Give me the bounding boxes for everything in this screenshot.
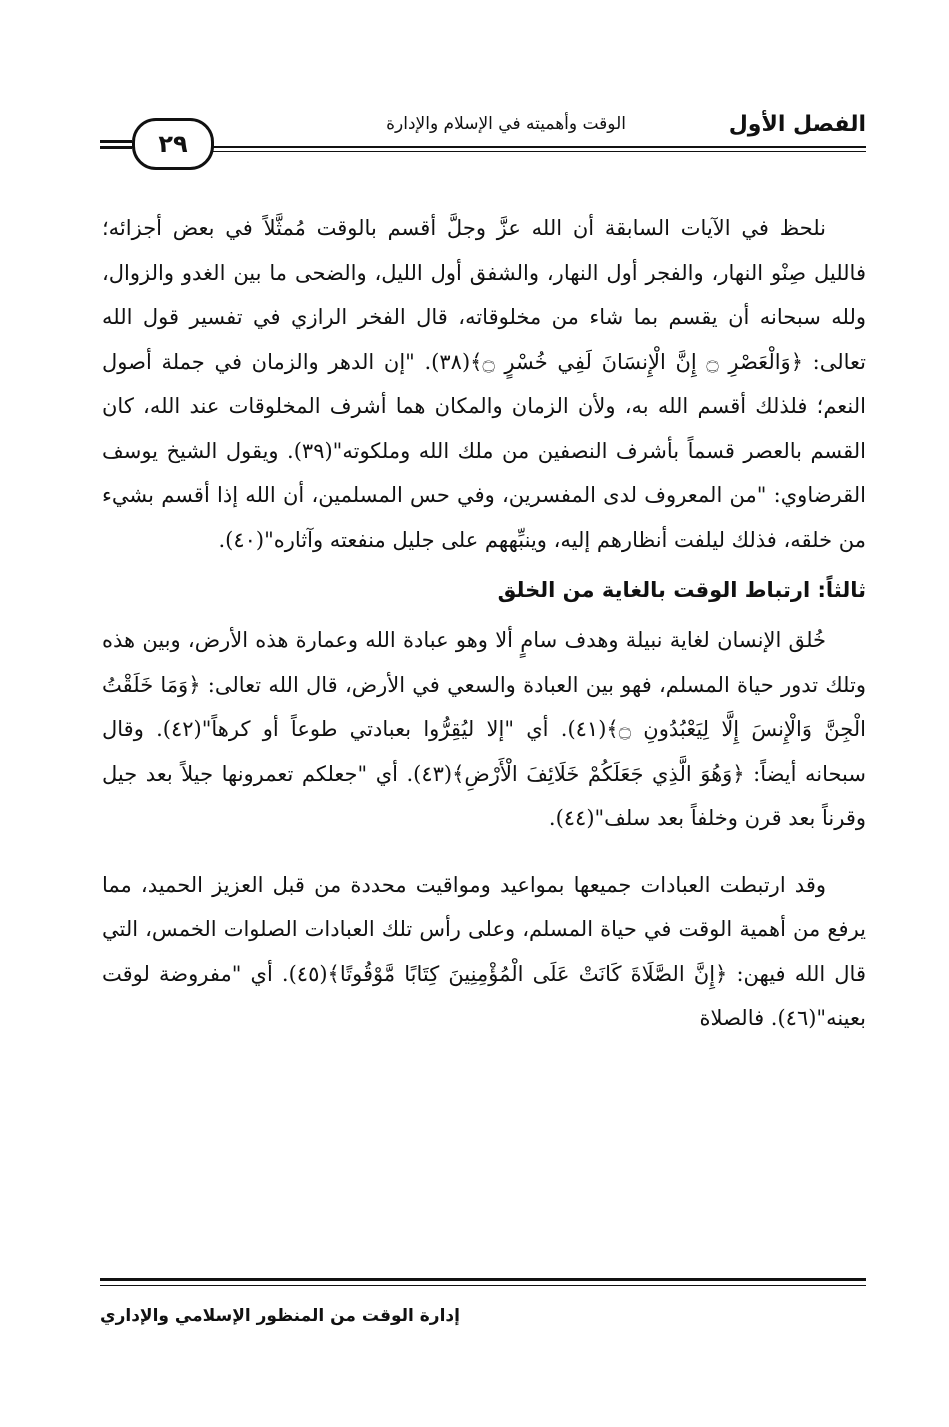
chapter-title: الفصل الأول (728, 112, 866, 137)
header-rule-thin (210, 151, 866, 152)
footer-rule-thin (100, 1285, 866, 1286)
badge-line-left (100, 140, 132, 143)
page-number: ٢٩ (158, 130, 188, 158)
paragraph-gap (102, 841, 866, 863)
running-title: الوقت وأهميته في الإسلام والإدارة (386, 114, 626, 134)
section-heading: ثالثاً: ارتباط الوقت بالغاية من الخلق (497, 578, 866, 602)
page-body (102, 206, 866, 1041)
footer-book-title: إدارة الوقت من المنظور الإسلامي والإداري (100, 1306, 460, 1326)
page-header (100, 104, 866, 158)
paragraph-1: نلحظ في الآيات السابقة أن الله عزَّ وجلَّ أقسم بالوقت مُمثَّلاً في بعض أجزائه؛ فالليل صِنْو النهار، والفجر أول النهار، والشفق أول الليل، والضحى ما بين الغدو والزوال، ولله سبحانه أن يقسم بما شاء من مخلوقاته، قال الفخر الرازي في تفسير قول الله تعالى: ﴿وَالْعَصْرِ ۝ إِنَّ الْإِنسَانَ لَفِي خُسْرٍ ۝﴾(٣٨). "إن الدهر والزمان في جملة أصول النعم؛ فلذلك أقسم الله به، ولأن الزمان والمكان هما أشرف المخلوقات عند الله، كان القسم بالعصر قسماً بأشرف النصفين من ملك الله وملكوته"(٣٩). ويقول الشيخ يوسف القرضاوي: "من المعروف لدى المفسرين، وفي حس المسلمين، أن الله إذا أقسم بشيء من خلقه، فذلك ليلفت أنظارهم إليه، وينبِّههم على جليل منفعته وآثاره"(٤٠). (102, 216, 867, 552)
paragraph-3: وقد ارتبطت العبادات جميعها بمواعيد ومواقيت محددة من قبل العزيز الحميد، مما يرفع من أهمية الوقت في حياة المسلم، وعلى رأس تلك العبادات الصلوات الخمس، التي قال الله فيهن: ﴿إِنَّ الصَّلَاةَ كَانَتْ عَلَى الْمُؤْمِنِينَ كِتَابًا مَّوْقُوتًا﴾(٤٥). أي "مفروضة لوقت بعينه"(٤٦). فالصلاة (102, 872, 866, 1030)
footer-rule (100, 1278, 866, 1281)
paragraph-2: خُلق الإنسان لغاية نبيلة وهدف سامٍ ألا وهو عبادة الله وعمارة هذه الأرض، وبين هذه وتلك تدور حياة المسلم، فهو بين العبادة والسعي في الأرض، قال الله تعالى: ﴿وَمَا خَلَقْتُ الْجِنَّ وَالْإِنسَ إِلَّا لِيَعْبُدُونِ ۝﴾(٤١). أي "إلا ليُقِرُّوا بعبادتي طوعاً أو كرهاً"(٤٢). وقال سبحانه أيضاً: ﴿وَهُوَ الَّذِي جَعَلَكُمْ خَلَائِفَ الْأَرْضِ﴾(٤٣). أي "جعلكم تعمرونها جيلاً بعد جيل وقرناً بعد قرن وخلفاً بعد سلف"(٤٤). (102, 628, 866, 830)
header-rule (100, 146, 866, 148)
page-number-badge (132, 118, 214, 170)
badge-line-left-lower (100, 146, 132, 149)
